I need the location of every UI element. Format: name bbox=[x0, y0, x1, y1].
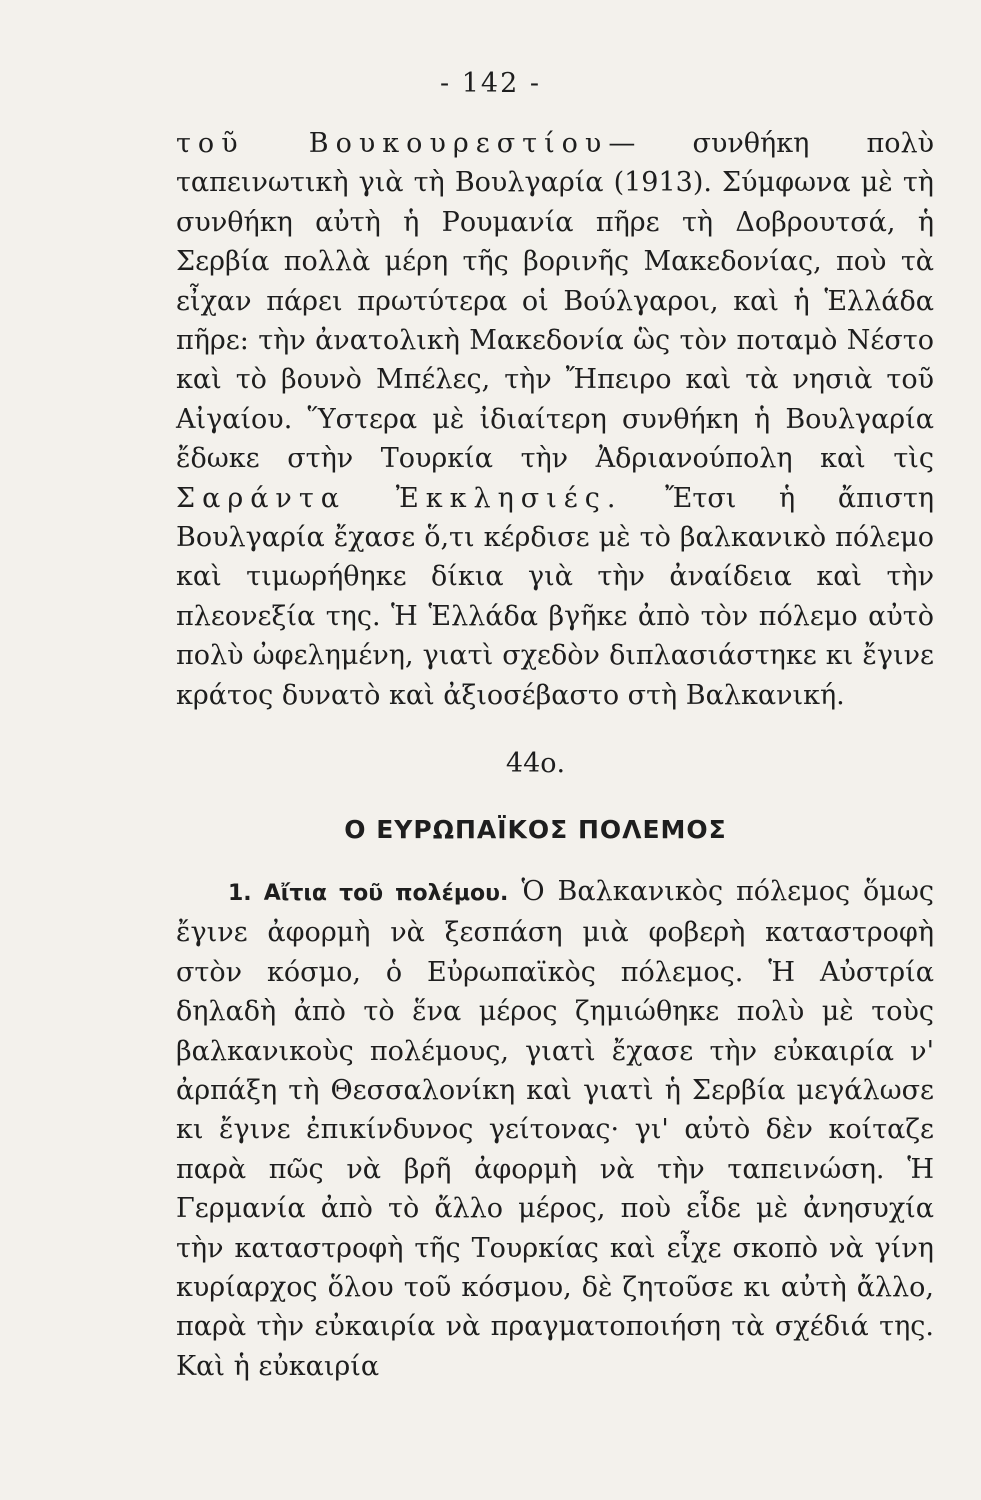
section-text: Ὁ Βαλκανικὸς πόλεμος ὅμως ἔγινε ἀφορμὴ νὰ ξεσπάση μιὰ φοβερὴ καταστροφὴ στὸν κόσμο, ὁ Εὐρωπαϊκὸς πόλεμος. Ἡ Αὐστρία δηλαδὴ ἀπὸ τὸ ἕνα μέρος ζημιώθηκε πολὺ μὲ τοὺς βαλκανικοὺς πολέμους, γιατὶ ἔχασε τὴν εὐκαιρία ν' ἀρπάξη τὴ Θεσσαλονίκη καὶ γιατὶ ἡ Σερβία μεγάλωσε κι ἔγινε ἐπικίνδυνος γείτονας· γι' αὐτὸ δὲν κοίταζε παρὰ πῶς νὰ βρῆ ἀφορμὴ νὰ τὴν ταπεινώση. Ἡ Γερμανία ἀπὸ τὸ ἄλλο μέρος, ποὺ εἶδε μὲ ἀνησυχία τὴν καταστροφὴ τῆς Τουρκίας καὶ εἶχε σκοπὸ νὰ γίνη κυρίαρχος ὅλου τοῦ κόσμου, δὲ ζητοῦσε κι αὐτὴ ἄλλο, παρὰ τὴν εὐκαιρία νὰ πραγματοποιήση τὰ σχέδιά της. Καὶ ἡ εὐκαιρία bbox=[176, 876, 934, 1382]
section-heading: 1. Αἴτια τοῦ πολέμου. bbox=[228, 881, 509, 906]
section-causes-of-war bbox=[176, 872, 934, 1386]
chapter-title: Ο ΕΥΡΩΠΑΪΚΟΣ ΠΟΛΕΜΟΣ bbox=[344, 815, 727, 844]
spaced-emphasis-treaty: τοῦ Βουκουρεστίου bbox=[176, 128, 609, 159]
paragraph-text-end: Ἔτσι ἡ ἄπιστη Βουλγαρία ἔχασε ὅ,τι κέρδισε μὲ τὸ βαλκανικὸ πόλεμο καὶ τιμωρήθηκε δίκια γιὰ τὴν ἀναίδεια καὶ τὴν πλεονεξία της. Ἡ Ἑλλάδα βγῆκε ἀπὸ τὸν πόλεμο αὐτὸ πολὺ ὠφελημένη, γιατὶ σχεδὸν διπλασιάστηκε κι ἔγινε κράτος δυνατὸ καὶ ἀξιοσέβαστο στὴ Βαλκανική. bbox=[176, 482, 934, 711]
paragraph-text: — συνθήκη πολὺ ταπεινωτικὴ γιὰ τὴ Βουλγαρία (1913). Σύμφωνα μὲ τὴ συνθήκη αὐτὴ ἡ Ρουμανία πῆρε τὴ Δοβρουτσά, ἡ Σερβία πολλὰ μέρη τῆς βορινῆς Μακεδονίας, ποὺ τὰ εἶχαν πάρει πρωτύτερα οἱ Βούλγαροι, καὶ ἡ Ἑλλάδα πῆρε: τὴν ἀνατολικὴ Μακεδονία ὣς τὸν ποταμὸ Νέστο καὶ τὸ βουνὸ Μπέλες, τὴν Ἤπειρο καὶ τὰ νησιὰ τοῦ Αἰγαίου. Ὕστερα μὲ ἰδιαίτερη συνθήκη ἡ Βουλγαρία ἔδωκε στὴν Τουρκία τὴν Ἀδριανούπολη καὶ τὶς bbox=[176, 128, 934, 475]
spaced-emphasis-place: Σαράντα Ἐκκλησιές. bbox=[176, 482, 623, 514]
page-number: - 142 - bbox=[440, 68, 541, 99]
chapter-number: 44ο. bbox=[505, 748, 566, 779]
paragraph-treaty-bucharest bbox=[176, 124, 934, 715]
